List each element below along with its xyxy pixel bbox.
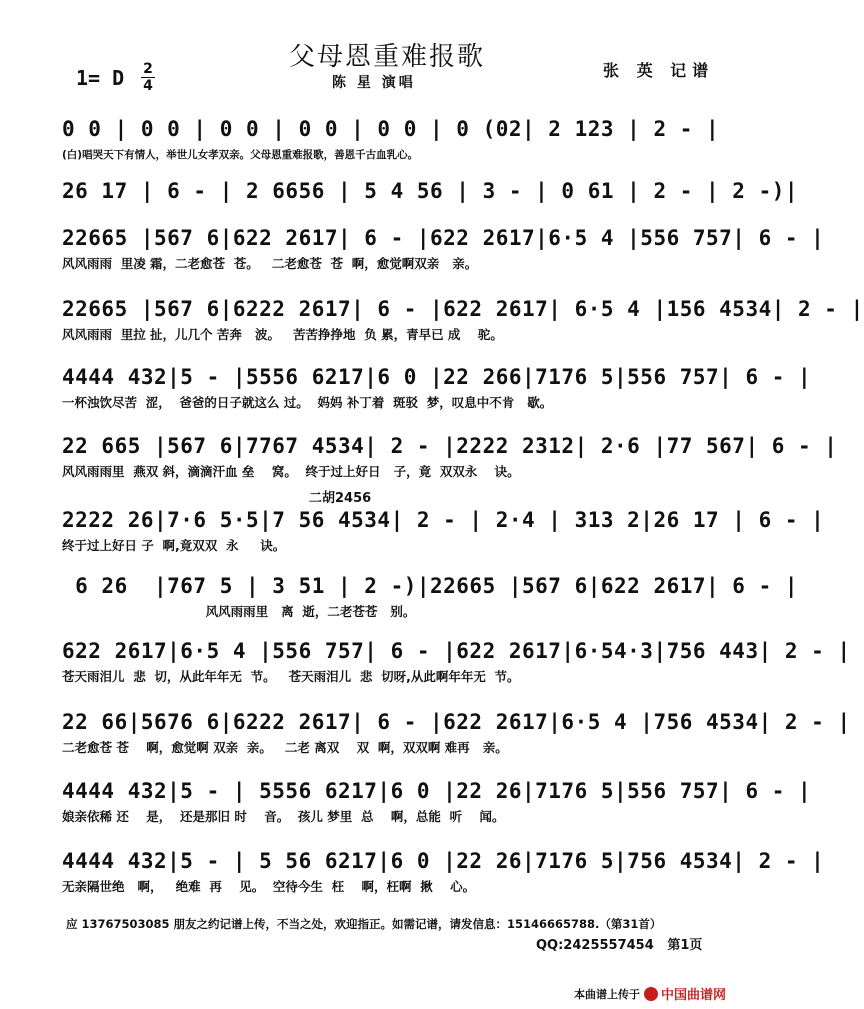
score-system-5 <box>62 362 812 412</box>
score-system-4 <box>62 294 864 344</box>
lyrics-line: 风风雨雨 里凌 霜，二老愈苍 苍。 二老愈苍 苍 啊，愈觉啊双亲 亲。 <box>62 256 478 271</box>
key-signature: 1= D <box>76 66 125 90</box>
site-watermark <box>574 984 726 1003</box>
notation-line: 4444 432|5 - |5556 6217|6 0 |22 266|7176 5|556 757| 6 - | <box>62 365 812 389</box>
notation-line: 2222 26|7·6 5·5|7 56 4534| 2 - | 2·4 | 313 2|26 17 | 6 - | <box>62 508 825 532</box>
lyrics-line: 风风雨雨 里拉 扯，儿几个 苦奔 波。 苦苦挣挣地 负 累，青早已 成 驼。 <box>62 327 503 342</box>
time-signature <box>141 62 155 93</box>
site-logo-icon <box>644 987 658 1001</box>
erhu-annotation: 二胡2456 <box>309 491 372 506</box>
song-title: 父母恩重难报歌 <box>288 42 485 72</box>
notation-line: 22 665 |567 6|7767 4534| 2 - |2222 2312| 2·6 |77 567| 6 - | <box>62 434 838 458</box>
score-system-1 <box>62 114 742 162</box>
lyrics-line: 二老愈苍 苍 啊，愈觉啊 双亲 亲。 二老 离双 双 啊，双双啊 难再 亲。 <box>62 740 508 755</box>
site-name: 中国曲谱网 <box>661 988 727 1003</box>
site-logo[interactable] <box>644 984 726 1003</box>
notation-line: 4444 432|5 - | 5 56 6217|6 0 |22 26|7176 5|756 4534| 2 - | <box>62 849 825 873</box>
lyrics-line: 娘亲依稀 还 是， 还是那旧 时 音。 孩儿 梦里 总 啊，总能 听 闻。 <box>62 809 505 824</box>
notation-line: 622 2617|6·5 4 |556 757| 6 - |622 2617|6·54·3|756 443| 2 - | <box>62 639 851 663</box>
score-system-2 <box>62 176 799 206</box>
spoken-intro: (白)唱哭天下有情人，举世儿女孝双亲。父母恩重难报歌，善恩千古血乳心。 <box>62 149 419 161</box>
score-system-7 <box>62 505 825 555</box>
notation-line: 4444 432|5 - | 5556 6217|6 0 |22 26|7176 5|556 757| 6 - | <box>62 779 812 803</box>
upload-note: 本曲谱上传于 <box>574 987 640 1001</box>
lyrics-line: 无亲隔世绝 啊， 绝难 再 见。 空待今生 枉 啊，枉啊 揪 心。 <box>62 879 476 894</box>
notation-line: 22665 |567 6|6222 2617| 6 - |622 2617| 6·5 4 |156 4534| 2 - | <box>62 297 864 321</box>
score-system-12 <box>62 846 825 896</box>
notation-line: 6 26 |767 5 | 3 51 | 2 -)|22665 |567 6|622 2617| 6 - | <box>62 574 799 598</box>
score-system-11 <box>62 776 812 826</box>
singer-credit: 陈 星 演唱 <box>332 75 416 91</box>
score-system-9 <box>62 636 851 686</box>
transcriber-credit: 张 英 记谱 <box>603 61 715 80</box>
notation-line: 26 17 | 6 - | 2 6656 | 5 4 56 | 3 - | 0 61 | 2 - | 2 -)| <box>62 179 799 203</box>
score-system-8 <box>62 571 799 621</box>
score-system-3 <box>62 223 825 273</box>
score-system-6 <box>62 431 838 481</box>
notation-line: 22665 |567 6|622 2617| 6 - |622 2617|6·5 4 |556 757| 6 - | <box>62 226 825 250</box>
transcription-note: 应 13767503085 朋友之约记谱上传，不当之处，欢迎指正。如需记谱，请发信息：15146665788.（第31首） <box>66 917 662 931</box>
page-info: QQ:2425557454 第1页 <box>536 938 703 953</box>
lyrics-line: 苍天雨泪儿 悲 切，从此年年无 节。 苍天雨泪儿 悲 切呀,从此啊年年无 节。 <box>62 669 520 684</box>
notation-line: 22 66|5676 6|6222 2617| 6 - |622 2617|6·5 4 |756 4534| 2 - | <box>62 710 851 734</box>
time-signature-bottom: 4 <box>143 78 153 94</box>
time-signature-top: 2 <box>143 61 153 77</box>
lyrics-line: 终于过上好日 子 啊,竟双双 永 诀。 <box>62 538 286 553</box>
lyrics-line: 一杯浊饮尽苦 涩， 爸爸的日子就这么 过。 妈妈 补丁着 斑驳 梦，叹息中不肯 歇。 <box>62 395 553 410</box>
lyrics-line: 风风雨雨里 离 逝，二老苍苍 别。 <box>62 604 416 619</box>
score-system-10 <box>62 707 851 757</box>
notation-line: 0 0 | 0 0 | 0 0 | 0 0 | 0 0 | 0 (02| 2 123 | 2 - | <box>62 117 720 141</box>
lyrics-line: 风风雨雨里 燕双 斜，滴滴汗血 垒 窝。 终于过上好日 子，竟 双双永 诀。 <box>62 464 520 479</box>
